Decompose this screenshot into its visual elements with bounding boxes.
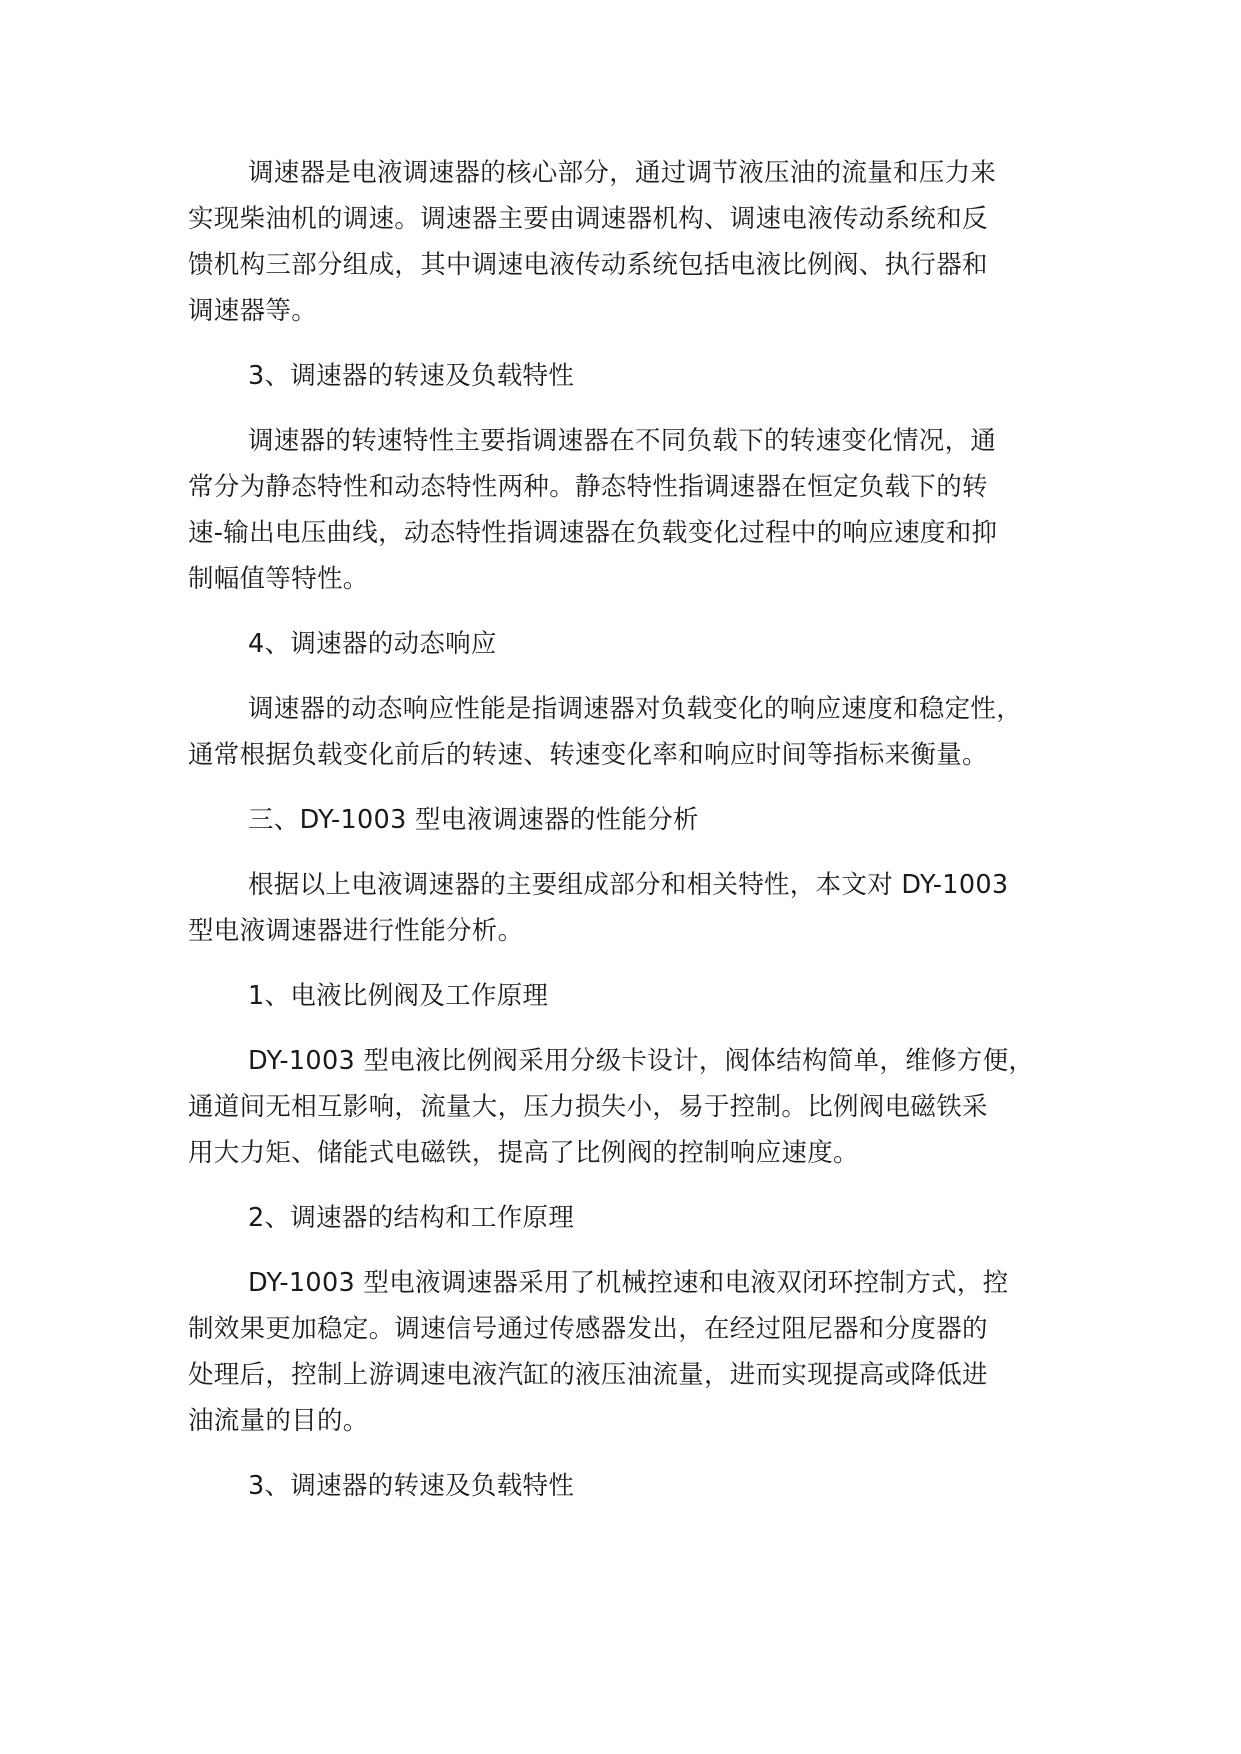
text-line: 型电液调速器进行性能分析。 [188, 916, 524, 946]
text-line: DY-1003 型电液比例阀采用分级卡设计，阀体结构简单，维修方便， [248, 1046, 1035, 1076]
paragraph-structure [188, 1260, 1088, 1444]
section-heading-structure [188, 1195, 1088, 1241]
document-body [188, 150, 1088, 1528]
section-heading-proportional-valve [188, 973, 1088, 1019]
section-heading-dynamic-response [188, 621, 1088, 667]
text-line: 用大力矩、储能式电磁铁，提高了比例阀的控制响应速度。 [188, 1138, 859, 1168]
paragraph-analysis-intro [188, 862, 1088, 954]
text-line: DY-1003 型电液调速器采用了机械控速和电液双闭环控制方式，控 [248, 1268, 1009, 1298]
text-line: 调速器的动态响应性能是指调速器对负载变化的响应速度和稳定性， [248, 694, 1023, 724]
text-line: 实现柴油机的调速。调速器主要由调速器机构、调速电液传动系统和反 [188, 204, 988, 234]
heading-text: 3、调速器的转速及负载特性 [248, 1471, 575, 1501]
text-line: 处理后，控制上游调速电液汽缸的液压油流量，进而实现提高或降低进 [188, 1360, 988, 1390]
text-line: 速-输出电压曲线，动态特性指调速器在负载变化过程中的响应速度和抑 [188, 518, 998, 548]
heading-text: 2、调速器的结构和工作原理 [248, 1203, 575, 1233]
paragraph-governor-core [188, 150, 1088, 334]
section-heading-speed-load-repeat [188, 1463, 1088, 1509]
paragraph-dynamic-response [188, 686, 1088, 778]
text-line: 常分为静态特性和动态特性两种。静态特性指调速器在恒定负载下的转 [188, 472, 988, 502]
text-line: 根据以上电液调速器的主要组成部分和相关特性，本文对 DY-1003 [248, 870, 1009, 900]
paragraph-proportional-valve [188, 1038, 1088, 1176]
section-heading-performance-analysis [188, 797, 1088, 843]
text-line: 制幅值等特性。 [188, 564, 369, 594]
text-line: 调速器的转速特性主要指调速器在不同负载下的转速变化情况，通 [248, 426, 997, 456]
heading-text: 三、DY-1003 型电液调速器的性能分析 [248, 805, 699, 835]
paragraph-speed-characteristics [188, 418, 1088, 602]
text-line: 通常根据负载变化前后的转速、转速变化率和响应时间等指标来衡量。 [188, 740, 988, 770]
heading-text: 3、调速器的转速及负载特性 [248, 361, 575, 391]
heading-text: 1、电液比例阀及工作原理 [248, 981, 549, 1011]
heading-text: 4、调速器的动态响应 [248, 629, 497, 659]
text-line: 馈机构三部分组成，其中调速电液传动系统包括电液比例阀、执行器和 [188, 250, 988, 280]
text-line: 制效果更加稳定。调速信号通过传感器发出，在经过阻尼器和分度器的 [188, 1314, 988, 1344]
section-heading-speed-load [188, 353, 1088, 399]
text-line: 通道间无相互影响，流量大，压力损失小，易于控制。比例阀电磁铁采 [188, 1092, 988, 1122]
text-line: 油流量的目的。 [188, 1406, 369, 1436]
text-line: 调速器是电液调速器的核心部分，通过调节液压油的流量和压力来 [248, 158, 997, 188]
text-line: 调速器等。 [188, 296, 318, 326]
